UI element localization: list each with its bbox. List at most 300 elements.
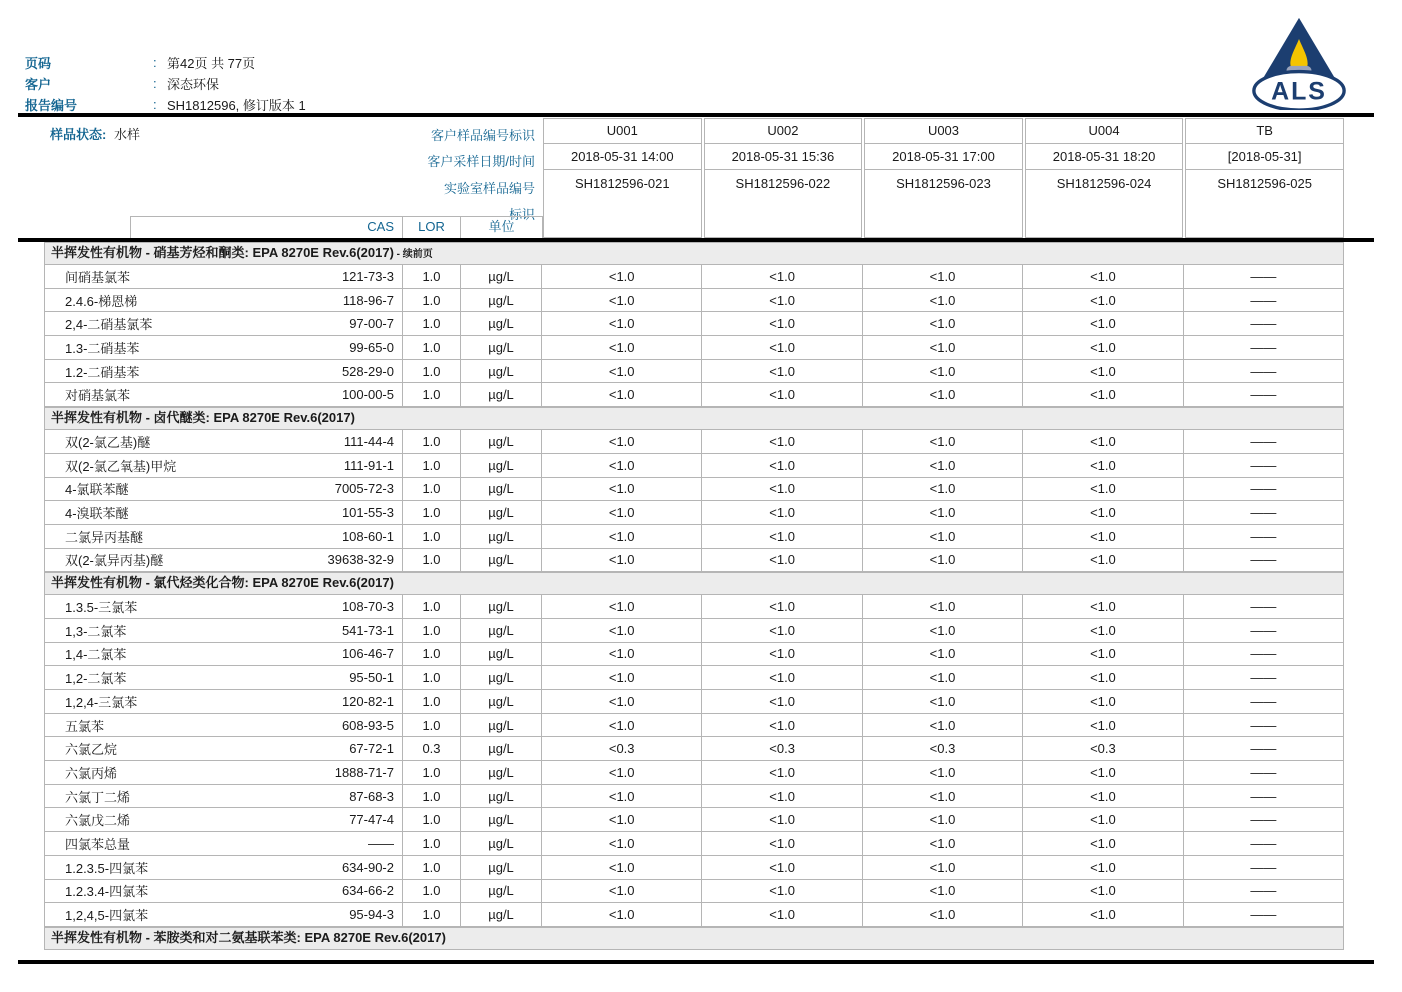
lor-value: 1.0 (403, 619, 461, 642)
lab-sample-number: SH1812596-022 (735, 176, 831, 191)
result-value: <1.0 (1023, 761, 1183, 784)
analyte-row (44, 856, 1344, 880)
cas-value: 608-93-5 (265, 714, 403, 737)
result-value: —— (1250, 764, 1277, 780)
info-row-label: 实验室样品编号 (443, 181, 535, 196)
unit-value: µg/L (461, 619, 542, 642)
info-row-label: 客户采样日期/时间 (427, 154, 535, 169)
result-value: —— (1250, 363, 1277, 379)
cas-value: 528-29-0 (265, 360, 403, 383)
lor-value: 1.0 (403, 525, 461, 548)
lor-value: 1.0 (403, 785, 461, 808)
analyte-name: 2,4-二硝基氯苯 (65, 317, 153, 333)
result-value: <1.0 (863, 880, 1023, 903)
unit-value: µg/L (461, 289, 542, 312)
analyte-row (44, 690, 1344, 714)
result-value: —— (1250, 433, 1277, 449)
result-value: <1.0 (542, 360, 702, 383)
result-value: <1.0 (702, 383, 862, 406)
result-value: —— (1250, 693, 1277, 709)
result-value: <1.0 (702, 690, 862, 713)
result-value: <1.0 (1023, 643, 1183, 666)
lor-value: 1.0 (403, 761, 461, 784)
top-rule (18, 113, 1374, 117)
result-value: <1.0 (863, 312, 1023, 335)
cas-value: 67-72-1 (265, 737, 403, 760)
result-value: —— (1250, 481, 1277, 497)
analyte-name: 1.3.5-三氯苯 (65, 600, 138, 616)
unit-value: µg/L (461, 690, 542, 713)
result-value: <1.0 (542, 856, 702, 879)
result-value: <1.0 (1023, 383, 1183, 406)
result-value: —— (1250, 622, 1277, 638)
unit-value: µg/L (461, 737, 542, 760)
result-value: —— (1250, 316, 1277, 332)
header-field-colon: : (153, 55, 157, 70)
result-value: <1.0 (542, 383, 702, 406)
analyte-row (44, 454, 1344, 478)
result-value: <1.0 (863, 903, 1023, 926)
header-field-colon: : (153, 76, 157, 91)
header-field (25, 94, 306, 115)
result-value: <1.0 (863, 265, 1023, 288)
cas-value: 121-73-3 (265, 265, 403, 288)
sample-status (50, 124, 140, 143)
analyte-name: 1.2.3.5-四氯苯 (65, 860, 149, 876)
analyte-row (44, 880, 1344, 904)
result-value: <1.0 (542, 714, 702, 737)
unit-value: µg/L (461, 360, 542, 383)
lor-value: 1.0 (403, 903, 461, 926)
info-row-label: 标识 (508, 207, 535, 222)
result-value: —— (1250, 883, 1277, 899)
result-value: —— (1250, 907, 1277, 923)
result-value: —— (1250, 528, 1277, 544)
analyte-row (44, 360, 1344, 384)
result-value: <1.0 (863, 808, 1023, 831)
result-value: <1.0 (702, 430, 862, 453)
lor-value: 1.0 (403, 336, 461, 359)
header-field-label: 页码 (25, 56, 52, 71)
result-value: —— (1250, 268, 1277, 284)
analyte-row (44, 619, 1344, 643)
section-title-suffix: - 续前页 (393, 249, 433, 260)
result-value: <1.0 (1023, 903, 1183, 926)
result-value: <1.0 (863, 454, 1023, 477)
cas-value: 99-65-0 (265, 336, 403, 359)
sample-id: U003 (865, 119, 1022, 144)
analyte-name: 1.2.3.4-四氯苯 (65, 884, 149, 900)
analyte-row (44, 336, 1344, 360)
sample-column (543, 118, 702, 238)
result-value: <1.0 (1023, 312, 1183, 335)
result-value: <1.0 (863, 595, 1023, 618)
result-value: <1.0 (1023, 880, 1183, 903)
result-value: <1.0 (542, 430, 702, 453)
unit-value: µg/L (461, 666, 542, 689)
analyte-name: 对硝基氯苯 (65, 388, 131, 404)
result-value: <1.0 (702, 454, 862, 477)
result-value: —— (1250, 812, 1277, 828)
result-value: <1.0 (1023, 619, 1183, 642)
unit-value: µg/L (461, 832, 542, 855)
lor-value: 1.0 (403, 454, 461, 477)
result-value: <1.0 (702, 880, 862, 903)
lor-value: 1.0 (403, 383, 461, 406)
unit-value: µg/L (461, 595, 542, 618)
result-value: <1.0 (1023, 478, 1183, 501)
cas-value: 95-50-1 (265, 666, 403, 689)
analyte-name: 四氯苯总量 (65, 836, 131, 852)
analyte-name: 1,2-二氯苯 (65, 671, 127, 687)
result-value: <1.0 (702, 903, 862, 926)
analyte-row (44, 595, 1344, 619)
info-header-left (44, 118, 543, 238)
analyte-name: 六氯戊二烯 (65, 813, 131, 829)
result-value: <1.0 (863, 666, 1023, 689)
cas-value: 634-90-2 (265, 856, 403, 879)
result-value: <1.0 (702, 549, 862, 572)
cas-value: 7005-72-3 (265, 478, 403, 501)
unit-value: µg/L (461, 430, 542, 453)
result-value: <1.0 (1023, 714, 1183, 737)
result-value: <1.0 (542, 454, 702, 477)
unit-column-header: 单位 (488, 219, 515, 234)
cas-value: 101-55-3 (265, 501, 403, 524)
result-value: <1.0 (542, 761, 702, 784)
result-value: <1.0 (702, 312, 862, 335)
unit-value: µg/L (461, 501, 542, 524)
result-value: —— (1250, 788, 1277, 804)
analyte-name: 1.2-二硝基苯 (65, 364, 140, 380)
analyte-row (44, 737, 1344, 761)
analyte-row (44, 785, 1344, 809)
lor-value: 1.0 (403, 856, 461, 879)
result-value: <1.0 (542, 832, 702, 855)
result-value: <1.0 (863, 856, 1023, 879)
header-field (25, 73, 306, 94)
result-value: <1.0 (1023, 666, 1183, 689)
analyte-name: 2.4.6-梯恩梯 (65, 293, 138, 309)
result-value: —— (1250, 859, 1277, 875)
result-value: <1.0 (702, 525, 862, 548)
analyte-name: 1,4-二氯苯 (65, 647, 127, 663)
result-value: <1.0 (542, 903, 702, 926)
cas-value: 77-47-4 (265, 808, 403, 831)
result-value: <1.0 (702, 856, 862, 879)
section-title: 半挥发性有机物 - 苯胺类和对二氨基联苯类: EPA 8270E Rev.6(2017) (51, 929, 446, 945)
section-header (44, 927, 1344, 950)
lor-value: 1.0 (403, 714, 461, 737)
sample-datetime: 2018-05-31 14:00 (544, 144, 701, 170)
cas-value: 87-68-3 (265, 785, 403, 808)
result-value: <1.0 (542, 336, 702, 359)
sample-id: TB (1186, 119, 1343, 144)
result-value: <1.0 (1023, 289, 1183, 312)
section-title: 半挥发性有机物 - 硝基芳烃和酮类: EPA 8270E Rev.6(2017) (51, 245, 394, 260)
analyte-name: 双(2-氯乙基)醚 (65, 434, 151, 450)
lor-value: 1.0 (403, 666, 461, 689)
header-field-value: 第42页 共 77页 (167, 56, 256, 71)
result-value: <1.0 (863, 360, 1023, 383)
result-value: <1.0 (542, 666, 702, 689)
analyte-name: 4-氯联苯醚 (65, 482, 129, 498)
lor-value: 0.3 (403, 737, 461, 760)
result-value: <1.0 (702, 595, 862, 618)
lor-value: 1.0 (403, 595, 461, 618)
result-value: <1.0 (863, 289, 1023, 312)
result-value: —— (1250, 717, 1277, 733)
analyte-name: 六氯丁二烯 (65, 789, 131, 805)
result-value: <1.0 (1023, 856, 1183, 879)
result-value: <0.3 (1023, 737, 1183, 760)
lor-value: 1.0 (403, 690, 461, 713)
cas-value: 111-91-1 (265, 454, 403, 477)
unit-value: µg/L (461, 761, 542, 784)
result-value: <1.0 (863, 761, 1023, 784)
lor-value: 1.0 (403, 360, 461, 383)
unit-value: µg/L (461, 383, 542, 406)
result-value: <1.0 (702, 360, 862, 383)
result-value: <1.0 (863, 383, 1023, 406)
result-value: <1.0 (542, 525, 702, 548)
lor-value: 1.0 (403, 549, 461, 572)
analyte-name: 六氯丙烯 (65, 765, 118, 781)
analyte-row (44, 478, 1344, 502)
sample-columns (543, 118, 1344, 238)
analyte-row (44, 383, 1344, 407)
section-header (44, 407, 1344, 430)
cas-value: 39638-32-9 (265, 549, 403, 572)
cas-value: 108-60-1 (265, 525, 403, 548)
result-value: <1.0 (1023, 595, 1183, 618)
result-value: <1.0 (863, 525, 1023, 548)
report-header (25, 52, 306, 115)
lor-value: 1.0 (403, 430, 461, 453)
unit-value: µg/L (461, 336, 542, 359)
result-value: <1.0 (863, 430, 1023, 453)
result-value: —— (1250, 457, 1277, 473)
result-value: <0.3 (542, 737, 702, 760)
result-value: —— (1250, 505, 1277, 521)
result-value: <1.0 (863, 785, 1023, 808)
unit-value: µg/L (461, 525, 542, 548)
result-value: <1.0 (702, 832, 862, 855)
analyte-row (44, 265, 1344, 289)
cas-column-header: CAS (131, 217, 403, 238)
unit-value: µg/L (461, 714, 542, 737)
result-value: <1.0 (1023, 549, 1183, 572)
cas-value: 541-73-1 (265, 619, 403, 642)
cas-value: 120-82-1 (265, 690, 403, 713)
lor-value: 1.0 (403, 501, 461, 524)
cas-value: 95-94-3 (265, 903, 403, 926)
cas-value: 97-00-7 (265, 312, 403, 335)
analyte-row (44, 832, 1344, 856)
result-value: <1.0 (863, 714, 1023, 737)
result-value: —— (1250, 387, 1277, 403)
table-info-header (44, 118, 1344, 238)
result-value: —— (1250, 599, 1277, 615)
result-value: —— (1250, 741, 1277, 757)
analyte-row (44, 903, 1344, 927)
cas-value: 111-44-4 (265, 430, 403, 453)
analyte-row (44, 501, 1344, 525)
result-value: <0.3 (863, 737, 1023, 760)
result-value: <1.0 (702, 619, 862, 642)
result-value: <1.0 (702, 478, 862, 501)
unit-value: µg/L (461, 478, 542, 501)
sample-id: U002 (705, 119, 862, 144)
result-value: <1.0 (542, 619, 702, 642)
sample-column (864, 118, 1023, 238)
analyte-name: 双(2-氯异丙基)醚 (65, 553, 164, 569)
result-value: <1.0 (863, 336, 1023, 359)
result-value: <1.0 (542, 312, 702, 335)
result-value: <0.3 (702, 737, 862, 760)
lor-value: 1.0 (403, 643, 461, 666)
lab-sample-number: SH1812596-025 (1217, 176, 1313, 191)
unit-value: µg/L (461, 643, 542, 666)
result-value: <1.0 (542, 690, 702, 713)
bottom-rule (18, 960, 1374, 964)
info-row-label: 客户样品编号标识 (430, 128, 535, 143)
result-value: <1.0 (863, 619, 1023, 642)
analyte-name: 双(2-氯乙氧基)甲烷 (65, 458, 177, 474)
analyte-name: 间硝基氯苯 (65, 269, 131, 285)
lor-value: 1.0 (403, 832, 461, 855)
result-value: <1.0 (863, 549, 1023, 572)
result-value: <1.0 (702, 265, 862, 288)
lor-value: 1.0 (403, 478, 461, 501)
result-value: <1.0 (863, 690, 1023, 713)
section-title: 半挥发性有机物 - 卤代醚类: EPA 8270E Rev.6(2017) (51, 410, 355, 426)
lab-sample-number: SH1812596-024 (1056, 176, 1152, 191)
sample-column (1025, 118, 1184, 238)
analyte-name: 五氯苯 (65, 718, 105, 734)
result-value: <1.0 (863, 478, 1023, 501)
lor-value: 1.0 (403, 289, 461, 312)
result-value: —— (1250, 646, 1277, 662)
analyte-name: 1,2,4,5-四氯苯 (65, 908, 149, 924)
result-value: <1.0 (1023, 525, 1183, 548)
result-value: <1.0 (863, 501, 1023, 524)
result-value: <1.0 (1023, 832, 1183, 855)
result-value: <1.0 (702, 785, 862, 808)
result-value: <1.0 (1023, 265, 1183, 288)
unit-value: µg/L (461, 454, 542, 477)
result-value: <1.0 (702, 501, 862, 524)
result-value: <1.0 (542, 289, 702, 312)
analyte-row (44, 430, 1344, 454)
sample-column (1185, 118, 1344, 238)
result-value: <1.0 (542, 549, 702, 572)
result-value: <1.0 (542, 880, 702, 903)
lab-sample-number: SH1812596-023 (896, 176, 991, 191)
result-value: <1.0 (1023, 360, 1183, 383)
result-value: <1.0 (863, 643, 1023, 666)
sample-datetime: 2018-05-31 15:36 (705, 144, 862, 170)
result-value: <1.0 (863, 832, 1023, 855)
lor-value: 1.0 (403, 808, 461, 831)
result-value: —— (1250, 835, 1277, 851)
als-logo (1251, 14, 1347, 110)
result-value: <1.0 (1023, 785, 1183, 808)
lab-sample-number: SH1812596-021 (574, 176, 670, 191)
result-value: <1.0 (542, 785, 702, 808)
lor-value: 1.0 (403, 312, 461, 335)
section-title: 半挥发性有机物 - 氯代烃类化合物: EPA 8270E Rev.6(2017) (51, 575, 394, 591)
result-value: <1.0 (1023, 430, 1183, 453)
analyte-name: 4-溴联苯醚 (65, 506, 129, 522)
unit-value: µg/L (461, 785, 542, 808)
unit-value: µg/L (461, 312, 542, 335)
result-value: <1.0 (702, 761, 862, 784)
header-field-value: SH1812596, 修订版本 1 (167, 98, 306, 113)
result-value: <1.0 (702, 714, 862, 737)
result-value: —— (1250, 292, 1277, 308)
header-field-label: 报告编号 (25, 98, 78, 113)
cas-value: 108-70-3 (265, 595, 403, 618)
columns-header-row (130, 216, 543, 238)
analyte-name: 1,2,4-三氯苯 (65, 694, 138, 710)
sample-status-value: 水样 (113, 127, 140, 142)
cas-value: 1888-71-7 (265, 761, 403, 784)
sample-datetime: [2018-05-31] (1186, 144, 1343, 170)
result-value: <1.0 (1023, 808, 1183, 831)
analyte-row (44, 643, 1344, 667)
unit-value: µg/L (461, 265, 542, 288)
result-value: <1.0 (1023, 454, 1183, 477)
header-field (25, 52, 306, 73)
analyte-name: 六氯乙烷 (65, 742, 118, 758)
result-value: <1.0 (702, 666, 862, 689)
sample-datetime: 2018-05-31 17:00 (865, 144, 1022, 170)
analyte-row (44, 714, 1344, 738)
result-value: <1.0 (1023, 336, 1183, 359)
unit-value: µg/L (461, 808, 542, 831)
unit-value: µg/L (461, 549, 542, 572)
sample-status-label: 样品状态: (50, 127, 107, 142)
result-value: <1.0 (542, 478, 702, 501)
als-logo-graphic (1251, 14, 1347, 110)
header-field-label: 客户 (25, 77, 52, 92)
analyte-row (44, 289, 1344, 313)
result-value: <1.0 (542, 265, 702, 288)
analyte-row (44, 312, 1344, 336)
results-table (44, 118, 1344, 950)
unit-value: µg/L (461, 880, 542, 903)
result-value: <1.0 (542, 595, 702, 618)
analyte-row (44, 525, 1344, 549)
sample-id: U001 (544, 119, 701, 144)
logo-text: ALS (1271, 77, 1327, 106)
result-value: —— (1250, 552, 1277, 568)
header-field-colon: : (153, 97, 157, 112)
analyte-row (44, 761, 1344, 785)
lor-value: 1.0 (403, 265, 461, 288)
result-value: <1.0 (1023, 690, 1183, 713)
cas-value: 118-96-7 (265, 289, 403, 312)
result-value: <1.0 (542, 808, 702, 831)
result-value: <1.0 (702, 289, 862, 312)
analyte-row (44, 549, 1344, 573)
result-value: <1.0 (542, 643, 702, 666)
result-value: <1.0 (542, 501, 702, 524)
cas-value: —— (265, 832, 403, 855)
result-value: <1.0 (702, 643, 862, 666)
cas-value: 634-66-2 (265, 880, 403, 903)
